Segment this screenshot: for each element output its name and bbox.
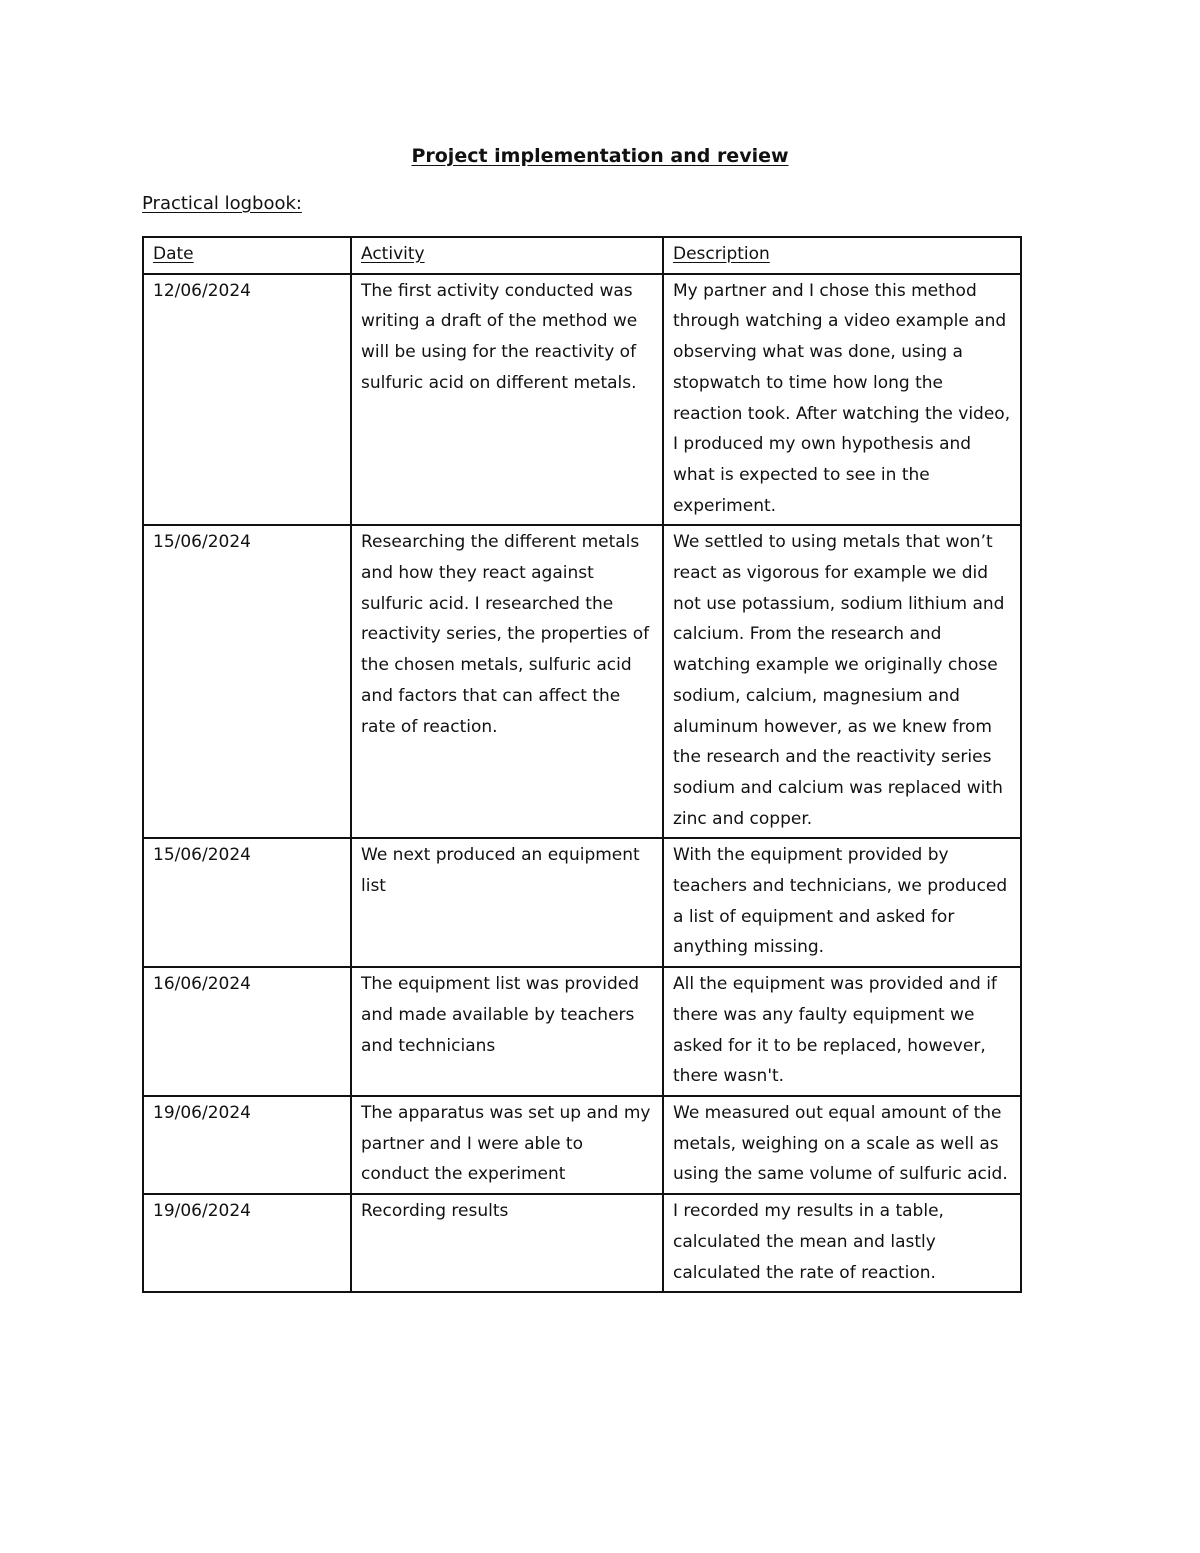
table-row [143, 525, 1021, 838]
table-row [143, 274, 1021, 526]
cell-activity: Researching the different metals and how they react against sulfuric acid. I researched the reactivity series, the properties of the chosen metals, sulfuric acid and factors that can affect the rate of reaction. [351, 525, 663, 838]
table-row [143, 967, 1021, 1096]
cell-date: 15/06/2024 [143, 838, 351, 967]
cell-activity: The apparatus was set up and my partner and I were able to conduct the experiment [351, 1096, 663, 1194]
table-row [143, 1194, 1021, 1292]
cell-date: 19/06/2024 [143, 1194, 351, 1292]
cell-activity: The equipment list was provided and made available by teachers and technicians [351, 967, 663, 1096]
section-label: Practical logbook: [142, 193, 302, 214]
cell-description: We settled to using metals that won’t react as vigorous for example we did not use potassium, sodium lithium and calcium. From the research and watching example we originally chose sodium, calcium, magnesium and aluminum however, as we knew from the research and the reactivity series sodium and calcium was replaced with zinc and copper. [663, 525, 1021, 838]
cell-description: All the equipment was provided and if there was any faulty equipment we asked for it to be replaced, however, there wasn't. [663, 967, 1021, 1096]
cell-activity: The first activity conducted was writing a draft of the method we will be using for the reactivity of sulfuric acid on different metals. [351, 274, 663, 526]
logbook-table [142, 236, 1022, 1293]
cell-activity: Recording results [351, 1194, 663, 1292]
cell-description: I recorded my results in a table, calculated the mean and lastly calculated the rate of reaction. [663, 1194, 1021, 1292]
table-row [143, 1096, 1021, 1194]
table-row [143, 838, 1021, 967]
header-activity: Activity [351, 237, 663, 274]
cell-description: With the equipment provided by teachers and technicians, we produced a list of equipment and asked for anything missing. [663, 838, 1021, 967]
cell-activity: We next produced an equipment list [351, 838, 663, 967]
cell-description: We measured out equal amount of the metals, weighing on a scale as well as using the same volume of sulfuric acid. [663, 1096, 1021, 1194]
cell-date: 12/06/2024 [143, 274, 351, 526]
cell-description: My partner and I chose this method through watching a video example and observing what was done, using a stopwatch to time how long the reaction took. After watching the video, I produced my own hypothesis and what is expected to see in the experiment. [663, 274, 1021, 526]
header-description: Description [663, 237, 1021, 274]
table-header-row [143, 237, 1021, 274]
page-title: Project implementation and review [411, 145, 789, 167]
cell-date: 16/06/2024 [143, 967, 351, 1096]
cell-date: 19/06/2024 [143, 1096, 351, 1194]
header-date: Date [143, 237, 351, 274]
cell-date: 15/06/2024 [143, 525, 351, 838]
